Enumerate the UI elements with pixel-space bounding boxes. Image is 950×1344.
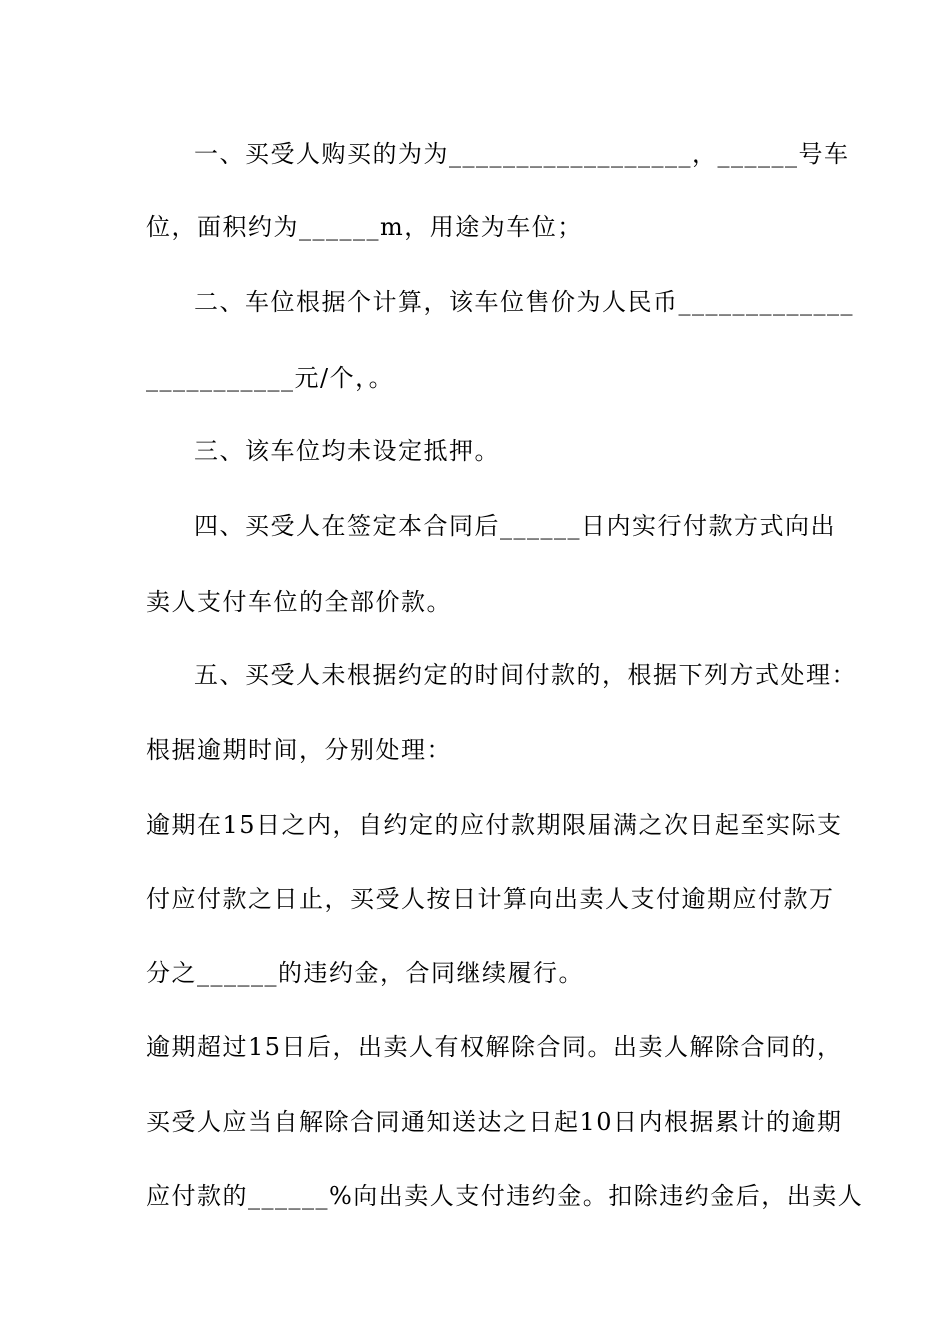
paragraph-line: 付应付款之日止，买受人按日计算向出卖人支付逾期应付款万	[146, 885, 835, 913]
paragraph-line: 卖人支付车位的全部价款。	[146, 588, 452, 616]
paragraph-line: 三、该车位均未设定抵押。	[194, 437, 500, 465]
paragraph-line: 应付款的______%向出卖人支付违约金。扣除违约金后，出卖人	[146, 1182, 864, 1210]
paragraph-line: 根据逾期时间，分别处理：	[146, 736, 452, 764]
paragraph-line: 位，面积约为______m，用途为车位；	[146, 213, 583, 241]
paragraph-line: 逾期在15日之内，自约定的应付款期限届满之次日起至实际支	[146, 811, 843, 839]
paragraph-line: 二、车位根据个计算，该车位售价为人民币_____________	[194, 288, 854, 316]
paragraph-line: 逾期超过15日后，出卖人有权解除合同。出卖人解除合同的，	[146, 1033, 843, 1061]
paragraph-line: 分之______的违约金，合同继续履行。	[146, 959, 584, 987]
paragraph-line: 一、买受人购买的为为__________________，______号车	[194, 140, 850, 168]
paragraph-line: ___________元/个，。	[146, 364, 395, 392]
paragraph-line: 五、买受人未根据约定的时间付款的，根据下列方式处理：	[194, 661, 857, 689]
paragraph-line: 四、买受人在签定本合同后______日内实行付款方式向出	[194, 512, 836, 540]
paragraph-line: 买受人应当自解除合同通知送达之日起10日内根据累计的逾期	[146, 1108, 843, 1136]
